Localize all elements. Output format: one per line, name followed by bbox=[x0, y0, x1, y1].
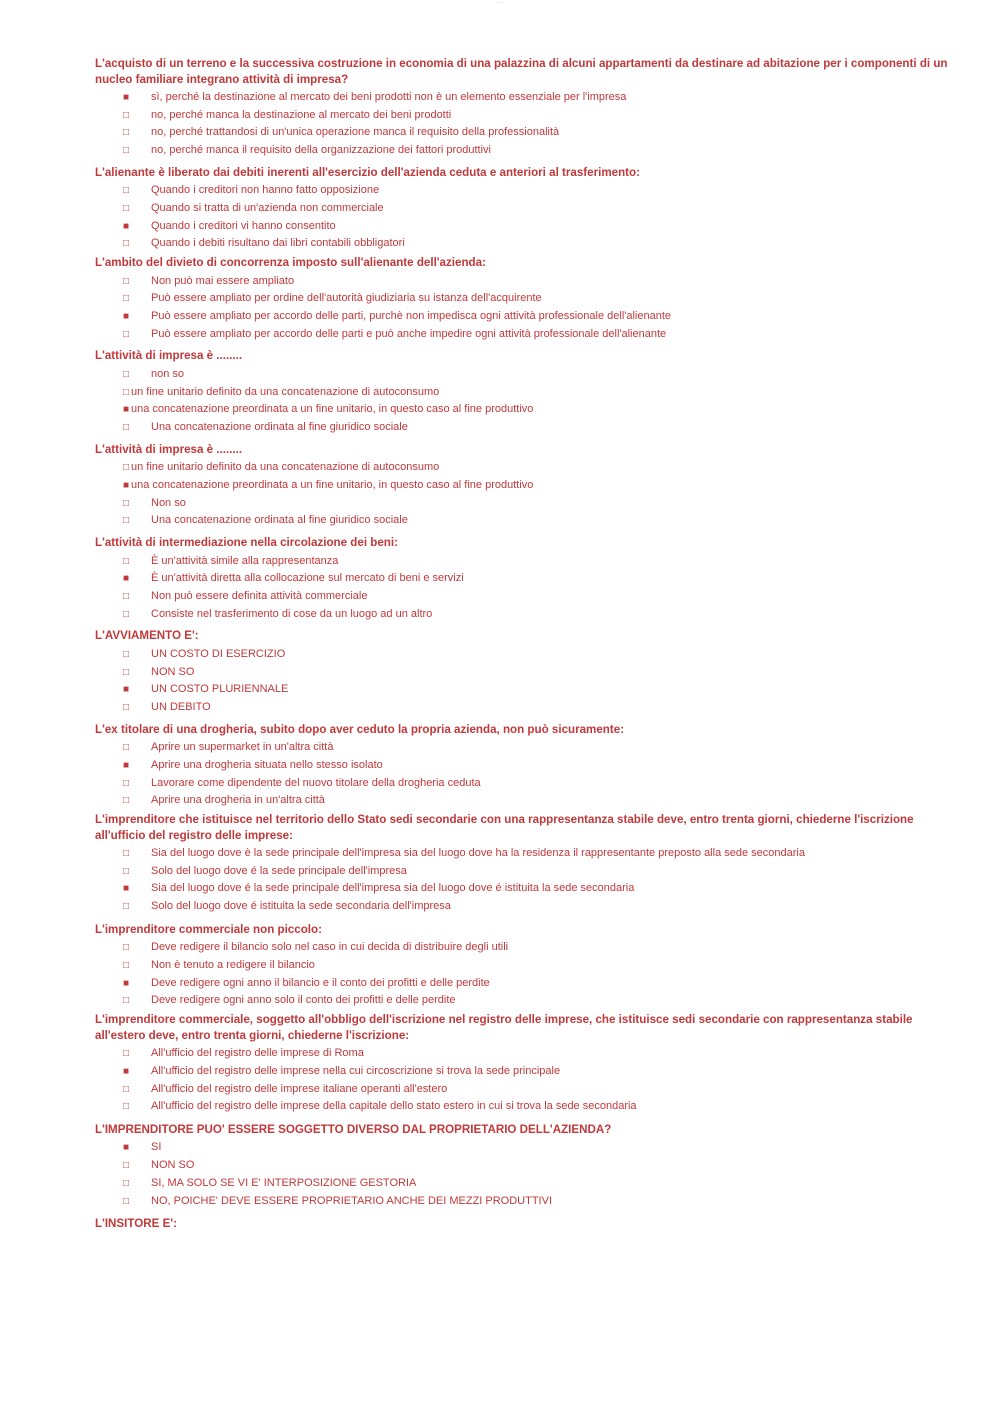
unchecked-box-icon[interactable]: □ bbox=[123, 515, 130, 527]
answer-option[interactable] bbox=[95, 1157, 955, 1175]
question-text: L'AVVIAMENTO E': bbox=[95, 629, 199, 643]
checked-box-icon[interactable]: ■ bbox=[123, 883, 130, 895]
question-block bbox=[95, 165, 955, 253]
unchecked-box-icon[interactable]: □ bbox=[123, 462, 130, 474]
answer-option[interactable] bbox=[95, 681, 955, 699]
answer-option[interactable] bbox=[95, 699, 955, 717]
question-block bbox=[95, 922, 955, 1010]
unchecked-box-icon[interactable]: □ bbox=[123, 901, 130, 913]
answer-option[interactable] bbox=[95, 646, 955, 664]
page-header: ........ bbox=[495, 0, 505, 4]
answer-option[interactable] bbox=[95, 588, 955, 606]
checked-box-icon[interactable]: ■ bbox=[123, 573, 130, 585]
question-block bbox=[95, 812, 955, 916]
answer-text: Non può essere definita attività commerciale bbox=[151, 589, 368, 602]
answer-text: Una concatenazione ordinata al fine giuridico sociale bbox=[151, 514, 408, 527]
answer-option[interactable] bbox=[95, 308, 955, 326]
answer-text: Sia del luogo dove è la sede principale dell'impresa sia del luogo dove ha la residenza il rappresentante preposto alla sede secondaria bbox=[151, 847, 805, 859]
unchecked-box-icon[interactable]: □ bbox=[123, 109, 130, 121]
unchecked-box-icon[interactable]: □ bbox=[123, 848, 130, 859]
answer-text: Quando i creditori vi hanno consentito bbox=[151, 219, 336, 232]
answer-text: Può essere ampliato per accordo delle parti e può anche impedire ogni attività professionale dell'alienante bbox=[151, 327, 667, 340]
answer-option[interactable] bbox=[95, 384, 955, 402]
answer-text: Può essere ampliato per accordo delle parti, purchè non impedisca ogni attività professionale dell'alienante bbox=[151, 310, 672, 323]
unchecked-box-icon[interactable]: □ bbox=[123, 777, 130, 789]
answer-option[interactable] bbox=[95, 1098, 955, 1116]
answer-text: Lavorare come dipendente del nuovo titolare della drogheria ceduta bbox=[151, 776, 481, 789]
unchecked-box-icon[interactable]: □ bbox=[123, 666, 130, 678]
answer-text: Aprire un supermarket in un'altra città bbox=[151, 741, 334, 754]
answer-text: Può essere ampliato per ordine dell'autorità giudiziaria su istanza dell'acquirente bbox=[151, 292, 542, 305]
answer-option[interactable] bbox=[95, 880, 955, 898]
answer-option[interactable] bbox=[95, 1081, 955, 1099]
unchecked-box-icon[interactable]: □ bbox=[123, 1083, 130, 1095]
answer-option[interactable] bbox=[95, 495, 955, 513]
question-text: L'attività di impresa è ........ bbox=[95, 349, 243, 363]
answer-text: Quando si tratta di un'azienda non commerciale bbox=[151, 202, 384, 215]
answer-option[interactable] bbox=[95, 273, 955, 291]
answer-text: Deve redigere ogni anno il bilancio e il conto dei profitti e delle perdite bbox=[151, 976, 490, 989]
unchecked-box-icon[interactable]: □ bbox=[123, 995, 130, 1007]
answer-text: Non so bbox=[151, 496, 186, 509]
question-text: L'imprenditore commerciale non piccolo: bbox=[95, 922, 322, 936]
question-block bbox=[95, 1012, 955, 1116]
checked-box-icon[interactable]: ■ bbox=[123, 479, 130, 491]
question-text: L'acquisto di un terreno e la successiva costruzione in economia di una palazzina di alcuni appartamenti da destinare ad abitazione per i componenti di un nucleo familiare integrano attività di impresa? bbox=[95, 57, 948, 86]
answer-text: UN COSTO PLURIENNALE bbox=[151, 683, 289, 696]
question-text: L'INSITORE E': bbox=[95, 1217, 177, 1231]
unchecked-box-icon[interactable]: □ bbox=[123, 648, 130, 660]
answer-text: Deve redigere ogni anno solo il conto dei profitti e delle perdite bbox=[151, 994, 456, 1007]
answer-text: UN COSTO DI ESERCIZIO bbox=[151, 647, 286, 660]
question-block bbox=[95, 56, 955, 160]
answer-text: NO, POICHE' DEVE ESSERE PROPRIETARIO ANCHE DEI MEZZI PRODUTTIVI bbox=[151, 1194, 553, 1207]
unchecked-box-icon[interactable]: □ bbox=[123, 127, 130, 139]
answer-text: Solo del luogo dove é la sede principale dell'impresa bbox=[151, 864, 407, 877]
answer-option[interactable] bbox=[95, 290, 955, 308]
question-block bbox=[95, 442, 955, 530]
unchecked-box-icon[interactable]: □ bbox=[123, 1101, 130, 1113]
answer-text: Quando i debiti risultano dai libri contabili obbligatori bbox=[151, 237, 405, 250]
answer-option[interactable] bbox=[95, 863, 955, 881]
checked-box-icon[interactable]: ■ bbox=[123, 759, 130, 771]
answer-text: Consiste nel trasferimento di cose da un luogo ad un altro bbox=[151, 607, 433, 620]
unchecked-box-icon[interactable]: □ bbox=[123, 608, 130, 620]
answer-option[interactable] bbox=[95, 553, 955, 571]
answer-text: NON SO bbox=[151, 1159, 195, 1172]
question-block bbox=[95, 628, 955, 716]
answer-text: Aprire una drogheria situata nello stesso isolato bbox=[151, 758, 383, 771]
unchecked-box-icon[interactable]: □ bbox=[123, 555, 130, 567]
answer-option[interactable] bbox=[95, 992, 955, 1010]
answer-text: SI, MA SOLO SE VI E' INTERPOSIZIONE GESTORIA bbox=[151, 1176, 417, 1189]
unchecked-box-icon[interactable]: □ bbox=[123, 497, 130, 509]
answer-option[interactable] bbox=[95, 89, 955, 107]
unchecked-box-icon[interactable]: □ bbox=[123, 1195, 130, 1207]
answer-option[interactable] bbox=[95, 775, 955, 793]
answer-text: una concatenazione preordinata a un fine unitario, in questo caso al fine produttivo bbox=[131, 478, 534, 491]
answer-text: SI bbox=[151, 1141, 162, 1154]
checked-box-icon[interactable]: ■ bbox=[123, 1065, 130, 1077]
answer-text: Deve redigere il bilancio solo nel caso in cui decida di distribuire degli utili bbox=[151, 941, 509, 954]
answer-option[interactable] bbox=[95, 182, 955, 200]
unchecked-box-icon[interactable]: □ bbox=[123, 960, 130, 972]
answer-text: sì, perché la destinazione al mercato dei beni prodotti non è un elemento essenziale per l'impresa bbox=[151, 91, 627, 103]
checked-box-icon[interactable]: ■ bbox=[123, 404, 130, 416]
answer-option[interactable] bbox=[95, 1175, 955, 1193]
answer-option[interactable] bbox=[95, 459, 955, 477]
answer-text: Solo del luogo dove é istituita la sede secondaria dell'impresa bbox=[151, 900, 451, 913]
answer-text: Aprire una drogheria in un'altra città bbox=[151, 794, 325, 807]
question-block bbox=[95, 1216, 955, 1232]
unchecked-box-icon[interactable]: □ bbox=[123, 1160, 130, 1172]
answer-option[interactable] bbox=[95, 792, 955, 810]
answer-option[interactable] bbox=[95, 124, 955, 142]
answer-option[interactable] bbox=[95, 142, 955, 160]
unchecked-box-icon[interactable]: □ bbox=[123, 275, 130, 287]
checked-box-icon[interactable]: ■ bbox=[123, 92, 130, 103]
checked-box-icon[interactable]: ■ bbox=[123, 311, 130, 323]
answer-text: È un'attività simile alla rappresentanza bbox=[151, 554, 339, 567]
answer-option[interactable] bbox=[95, 326, 955, 344]
question-text: L'attività di intermediazione nella circolazione dei beni: bbox=[95, 536, 398, 550]
unchecked-box-icon[interactable]: □ bbox=[123, 386, 130, 398]
answer-option[interactable] bbox=[95, 512, 955, 530]
question-block bbox=[95, 535, 955, 623]
unchecked-box-icon[interactable]: □ bbox=[123, 1177, 130, 1189]
answer-option[interactable] bbox=[95, 1045, 955, 1063]
question-block bbox=[95, 1122, 955, 1210]
answer-option[interactable] bbox=[95, 1063, 955, 1081]
answer-text: All'ufficio del registro delle imprese nella cui circoscrizione si trova la sede principale bbox=[151, 1064, 561, 1077]
question-text: L'ambito del divieto di concorrenza imposto sull'alienante dell'azienda: bbox=[95, 256, 486, 270]
answer-option[interactable] bbox=[95, 235, 955, 253]
answer-option[interactable] bbox=[95, 401, 955, 419]
answer-text: un fine unitario definito da una concatenazione di autoconsumo bbox=[131, 385, 440, 398]
unchecked-box-icon[interactable]: □ bbox=[123, 328, 130, 340]
answer-text: All'ufficio del registro delle imprese della capitale dello stato estero in cui si trova la sede secondaria bbox=[151, 1100, 637, 1113]
answer-text: NON SO bbox=[151, 665, 195, 678]
answer-option[interactable] bbox=[95, 845, 955, 863]
unchecked-box-icon[interactable]: □ bbox=[123, 293, 130, 305]
answer-text: UN DEBITO bbox=[151, 700, 211, 713]
answer-text: no, perché manca la destinazione al mercato dei beni prodotti bbox=[151, 108, 452, 121]
unchecked-box-icon[interactable]: □ bbox=[123, 942, 130, 954]
answer-option[interactable] bbox=[95, 1193, 955, 1211]
unchecked-box-icon[interactable]: □ bbox=[123, 368, 130, 380]
answer-option[interactable] bbox=[95, 366, 955, 384]
unchecked-box-icon[interactable]: □ bbox=[123, 865, 130, 877]
question-text: L'ex titolare di una drogheria, subito dopo aver ceduto la propria azienda, non può sicuramente: bbox=[95, 722, 625, 736]
unchecked-box-icon[interactable]: □ bbox=[123, 701, 130, 713]
answer-option[interactable] bbox=[95, 606, 955, 624]
answer-option[interactable] bbox=[95, 757, 955, 775]
question-text: L'attività di impresa è ........ bbox=[95, 442, 243, 456]
answer-option[interactable] bbox=[95, 107, 955, 125]
answer-text: All'ufficio del registro delle imprese italiane operanti all'estero bbox=[151, 1082, 448, 1095]
checked-box-icon[interactable]: ■ bbox=[123, 220, 130, 232]
unchecked-box-icon[interactable]: □ bbox=[123, 590, 130, 602]
unchecked-box-icon[interactable]: □ bbox=[123, 795, 130, 807]
answer-text: non so bbox=[151, 367, 185, 380]
checked-box-icon[interactable]: ■ bbox=[123, 684, 130, 696]
answer-text: Non può mai essere ampliato bbox=[151, 274, 295, 287]
question-text: L'alienante è liberato dai debiti inerenti all'esercizio dell'azienda ceduta e anteriori al trasferimento: bbox=[95, 165, 640, 179]
answer-text: una concatenazione preordinata a un fine unitario, in questo caso al fine produttivo bbox=[131, 403, 534, 416]
answer-text: Una concatenazione ordinata al fine giuridico sociale bbox=[151, 421, 408, 434]
answer-option[interactable] bbox=[95, 739, 955, 757]
answer-option[interactable] bbox=[95, 218, 955, 236]
answer-option[interactable] bbox=[95, 1139, 955, 1157]
answer-text: Non è tenuto a redigere il bilancio bbox=[151, 959, 315, 972]
question-block bbox=[95, 348, 955, 436]
answer-option[interactable] bbox=[95, 957, 955, 975]
unchecked-box-icon[interactable]: □ bbox=[123, 238, 130, 250]
answer-text: no, perché manca il requisito della organizzazione dei fattori produttivi bbox=[151, 144, 491, 157]
checked-box-icon[interactable]: ■ bbox=[123, 1142, 130, 1154]
question-text: L'imprenditore che istituisce nel territorio dello Stato sedi secondarie con una rappresentanza stabile deve, entro trenta giorni, chiederne l'iscrizione all'ufficio del registro delle imprese: bbox=[95, 813, 914, 842]
answer-option[interactable] bbox=[95, 419, 955, 437]
answer-text: Quando i creditori non hanno fatto opposizione bbox=[151, 184, 380, 197]
answer-option[interactable] bbox=[95, 477, 955, 495]
quiz-content bbox=[95, 56, 955, 1234]
checked-box-icon[interactable]: ■ bbox=[123, 977, 130, 989]
answer-option[interactable] bbox=[95, 200, 955, 218]
unchecked-box-icon[interactable]: □ bbox=[123, 145, 130, 157]
answer-text: no, perché trattandosi di un'unica operazione manca il requisito della professionalità bbox=[151, 126, 560, 139]
answer-text: All'ufficio del registro delle imprese di Roma bbox=[151, 1047, 364, 1060]
question-text: L'imprenditore commerciale, soggetto all'obbligo dell'iscrizione nel registro delle imprese, che istituisce sedi secondarie con rappresentanza stabile all'estero deve, entro trenta giorni, chiederne l'iscrizione: bbox=[95, 1013, 913, 1042]
unchecked-box-icon[interactable]: □ bbox=[123, 203, 130, 215]
question-block bbox=[95, 722, 955, 810]
question-text: L'IMPRENDITORE PUO' ESSERE SOGGETTO DIVERSO DAL PROPRIETARIO DELL'AZIENDA? bbox=[95, 1122, 612, 1136]
answer-text: Sia del luogo dove é la sede principale dell'impresa sia del luogo dove é istituita la sede secondaria bbox=[151, 882, 635, 895]
answer-option[interactable] bbox=[95, 975, 955, 993]
unchecked-box-icon[interactable]: □ bbox=[123, 1048, 130, 1060]
question-block bbox=[95, 255, 955, 343]
answer-text: un fine unitario definito da una concatenazione di autoconsumo bbox=[131, 461, 440, 474]
unchecked-box-icon[interactable]: □ bbox=[123, 185, 130, 197]
unchecked-box-icon[interactable]: □ bbox=[123, 742, 130, 754]
answer-text: È un'attività diretta alla collocazione sul mercato di beni e servizi bbox=[151, 572, 464, 585]
answer-option[interactable] bbox=[95, 898, 955, 916]
unchecked-box-icon[interactable]: □ bbox=[123, 422, 130, 434]
answer-option[interactable] bbox=[95, 939, 955, 957]
answer-option[interactable] bbox=[95, 664, 955, 682]
answer-option[interactable] bbox=[95, 570, 955, 588]
